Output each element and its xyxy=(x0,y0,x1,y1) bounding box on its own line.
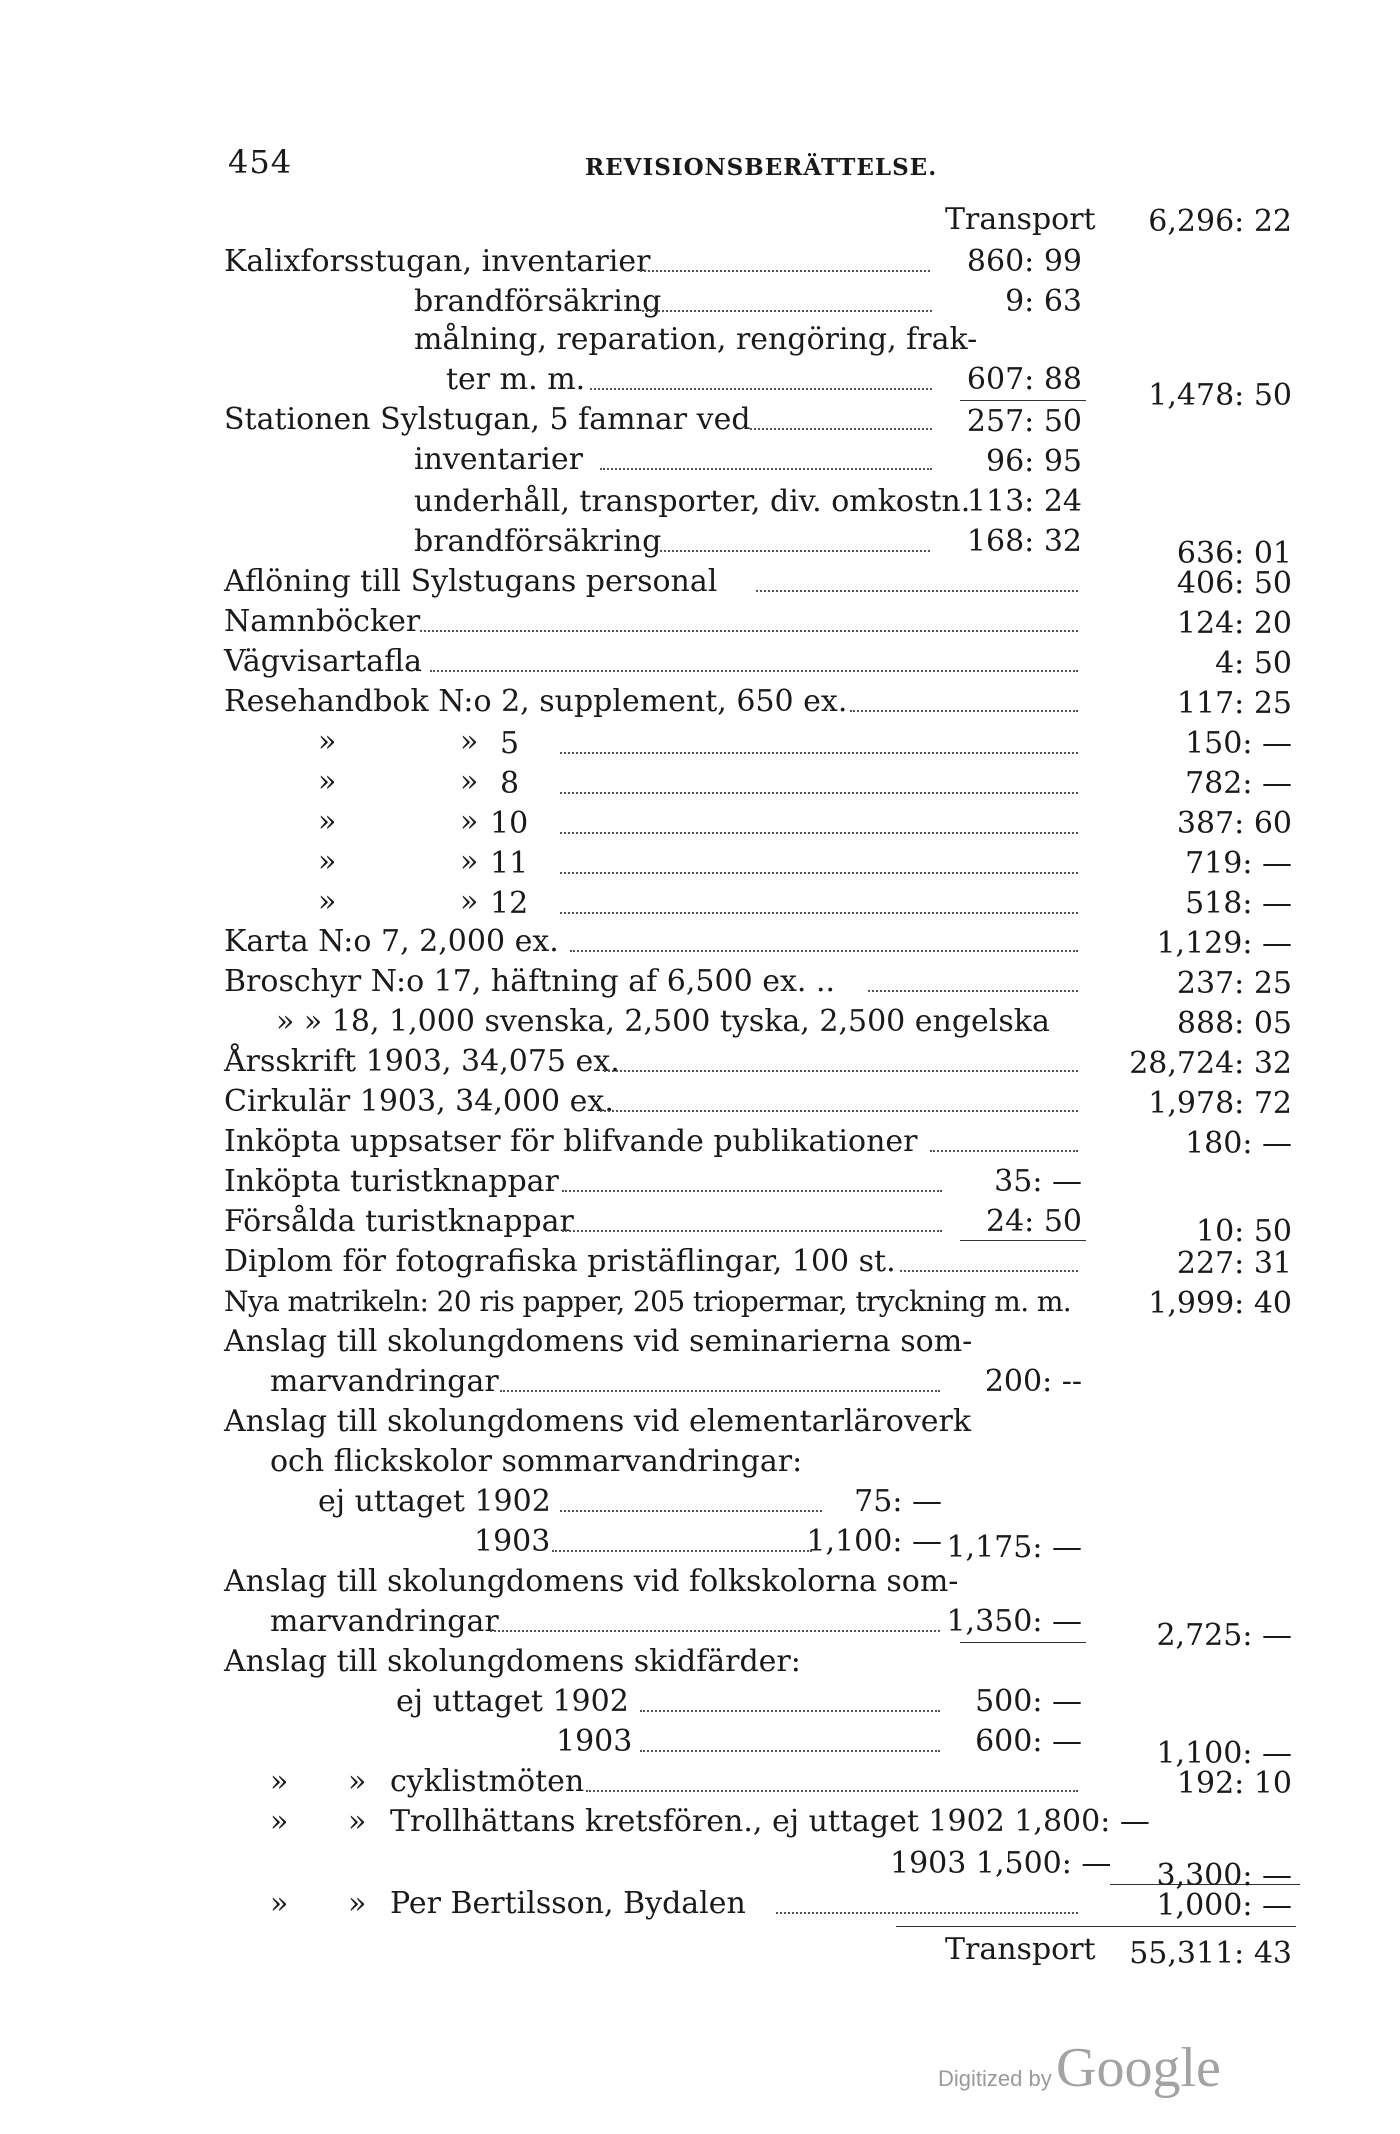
edition-number: 12 xyxy=(490,886,529,921)
entry-label: Broschyr N:o 17, häftning af 6,500 ex. .. xyxy=(224,964,836,999)
anslag-elementar-line2: och flickskolor sommarvandringar: xyxy=(270,1444,803,1479)
leader-dots xyxy=(776,1912,1078,1914)
leader-dots xyxy=(562,1230,942,1232)
trollhattan-sub-label: 1903 1,500: — xyxy=(890,1846,1112,1881)
leader-dots xyxy=(640,1710,940,1712)
entry-total: 387: 60 xyxy=(1176,806,1292,841)
entry-total: 124: 20 xyxy=(1176,606,1292,641)
bertilsson-total: 1,000: — xyxy=(1156,1888,1292,1923)
kalix-item-label-cont: ter m. m. xyxy=(446,362,586,397)
transport-label-top: Transport xyxy=(945,202,1096,237)
entry-total: 406: 50 xyxy=(1176,566,1292,601)
anslag-elementar-sub2-label: 1903 xyxy=(474,1524,551,1559)
anslag-skid-total: 1,100: — xyxy=(1156,1736,1292,1771)
google-logo: Google xyxy=(1056,2037,1221,2099)
entry-total: 150: — xyxy=(1185,726,1292,761)
leader-dots xyxy=(586,1790,1078,1792)
entry-label: Aflöning till Sylstugans personal xyxy=(224,564,718,599)
leader-dots xyxy=(560,792,1078,794)
leader-dots xyxy=(560,832,1078,834)
entry-label: Årsskrift 1903, 34,075 ex. xyxy=(224,1044,620,1079)
leader-dots xyxy=(600,468,932,470)
kalix-item-amount: 9: 63 xyxy=(1005,284,1082,319)
knappar-label: Inköpta turistknappar xyxy=(224,1164,559,1199)
sylstugan-item-label: inventarier xyxy=(414,442,583,477)
entry-total: 1,978: 72 xyxy=(1148,1086,1292,1121)
leader-dots xyxy=(600,1110,1078,1112)
knappar-total: 10: 50 xyxy=(1196,1214,1292,1249)
leader-dots xyxy=(490,1630,940,1632)
edition-number: 5 xyxy=(500,726,520,761)
anslag-folk-total: 2,725: — xyxy=(1156,1618,1292,1653)
leader-dots xyxy=(560,752,1078,754)
leader-dots xyxy=(500,1390,940,1392)
kalix-item-amount: 607: 88 xyxy=(966,362,1082,397)
anslag-seminarier-amount: 200: -- xyxy=(984,1364,1082,1399)
leader-dots xyxy=(552,1550,812,1552)
anslag-skid-sub1-label: ej uttaget 1902 xyxy=(396,1684,629,1719)
leader-dots xyxy=(756,590,1078,592)
ditto-mark: » xyxy=(348,1886,367,1921)
entry-total: 28,724: 32 xyxy=(1129,1046,1292,1081)
leader-dots xyxy=(750,428,932,430)
transport-total-bottom: 55,311: 43 xyxy=(1129,1936,1292,1971)
sylstugan-item-label: brandförsäkring xyxy=(414,524,662,559)
entry-label: Karta N:o 7, 2,000 ex. xyxy=(224,924,559,959)
entry-label: Resehandbok N:o 2, supplement, 650 ex. xyxy=(224,684,848,719)
trollhattan-label: Trollhättans kretsfören., ej uttaget 1902 1,800: — xyxy=(390,1804,1150,1839)
leader-dots xyxy=(604,1070,1078,1072)
entry-total: 719: — xyxy=(1185,846,1292,881)
entry-total: 227: 31 xyxy=(1176,1246,1292,1281)
leader-dots xyxy=(420,630,1078,632)
sylstugan-item-label: underhåll, transporter, div. omkostn. xyxy=(414,484,971,519)
ditto-mark: » xyxy=(318,764,337,799)
transport-label-bottom: Transport xyxy=(945,1932,1096,1967)
anslag-seminarier-line1: Anslag till skolungdomens vid seminarierna som- xyxy=(224,1324,973,1359)
entry-label: » » 18, 1,000 svenska, 2,500 tyska, 2,500 engelska xyxy=(276,1004,1050,1039)
leader-dots xyxy=(660,550,930,552)
ditto-mark: » xyxy=(460,724,479,759)
kalix-item-label: brandförsäkring xyxy=(414,284,662,319)
leader-dots xyxy=(640,1750,940,1752)
leader-dots xyxy=(868,990,1078,992)
leader-dots xyxy=(930,1150,1078,1152)
anslag-skid-sub2-label: 1903 xyxy=(556,1724,633,1759)
entry-total: 4: 50 xyxy=(1215,646,1292,681)
entry-label: Inköpta uppsatser för blifvande publikationer xyxy=(224,1124,918,1159)
ditto-mark: » xyxy=(318,844,337,879)
ditto-mark: » xyxy=(460,844,479,879)
edition-number: 10 xyxy=(490,806,529,841)
anslag-elementar-line1: Anslag till skolungdomens vid elementarläroverk xyxy=(224,1404,972,1439)
sylstugan-amount: 257: 50 xyxy=(966,404,1082,439)
running-title: REVISIONSBERÄTTELSE. xyxy=(585,154,938,181)
cyklist-label: cyklistmöten xyxy=(390,1764,585,1799)
leader-dots xyxy=(900,1270,1078,1272)
edition-number: 11 xyxy=(490,846,529,881)
entry-total: 782: — xyxy=(1185,766,1292,801)
knappar-label: Försålda turistknappar xyxy=(224,1204,574,1239)
anslag-skid-line1: Anslag till skolungdomens skidfärder: xyxy=(224,1644,801,1679)
entry-total: 180: — xyxy=(1185,1126,1292,1161)
anslag-elementar-amount: 1,175: — xyxy=(946,1530,1082,1565)
anslag-folk-line2: marvandringar xyxy=(270,1604,499,1639)
anslag-seminarier-line2: marvandringar xyxy=(270,1364,499,1399)
ditto-mark: » xyxy=(460,764,479,799)
ditto-mark: » xyxy=(348,1764,367,1799)
ditto-mark: » xyxy=(318,724,337,759)
sylstugan-total: 636: 01 xyxy=(1176,536,1292,571)
kalix-total: 1,478: 50 xyxy=(1148,378,1292,413)
leader-dots xyxy=(570,950,1078,952)
ditto-mark: » xyxy=(318,804,337,839)
ditto-mark: » xyxy=(460,884,479,919)
knappar-amount: 24: 50 xyxy=(986,1204,1082,1239)
subtotal-rule xyxy=(960,1240,1086,1241)
leader-dots xyxy=(590,388,932,390)
kalix-amount: 860: 99 xyxy=(966,244,1082,279)
bertilsson-label: Per Bertilsson, Bydalen xyxy=(390,1886,746,1921)
sylstugan-item-amount: 168: 32 xyxy=(966,524,1082,559)
sylstugan-item-amount: 113: 24 xyxy=(966,484,1082,519)
leader-dots xyxy=(850,710,1078,712)
subtotal-rule xyxy=(960,400,1086,401)
entry-total: 888: 05 xyxy=(1176,1006,1292,1041)
anslag-elementar-sub1-amount: 75: — xyxy=(854,1484,942,1519)
transport-total-top: 6,296: 22 xyxy=(1148,204,1292,239)
page-number: 454 xyxy=(228,143,293,181)
entry-total: 237: 25 xyxy=(1176,966,1292,1001)
ditto-mark: » xyxy=(270,1764,289,1799)
watermark-prefix: Digitized by xyxy=(938,2066,1052,2091)
leader-dots xyxy=(560,1510,822,1512)
knappar-amount: 35: — xyxy=(994,1164,1082,1199)
leader-dots xyxy=(642,310,932,312)
ditto-mark: » xyxy=(460,804,479,839)
anslag-folk-line1: Anslag till skolungdomens vid folkskolorna som- xyxy=(224,1564,959,1599)
leader-dots xyxy=(560,912,1078,914)
ditto-mark: » xyxy=(318,884,337,919)
leader-dots xyxy=(560,872,1078,874)
entry-label: Diplom för fotografiska pristäflingar, 100 st. xyxy=(224,1244,896,1279)
entry-label: Vägvisartafla xyxy=(224,644,423,679)
anslag-skid-sub2-amount: 600: — xyxy=(975,1724,1082,1759)
ditto-mark: » xyxy=(270,1804,289,1839)
subtotal-rule xyxy=(960,1642,1086,1643)
total-rule xyxy=(896,1926,1296,1927)
leader-dots xyxy=(640,270,930,272)
ditto-mark: » xyxy=(270,1886,289,1921)
entry-total: 117: 25 xyxy=(1176,686,1292,721)
leader-dots xyxy=(562,1190,942,1192)
anslag-skid-sub1-amount: 500: — xyxy=(975,1684,1082,1719)
edition-number: 8 xyxy=(500,766,520,801)
entry-total: 518: — xyxy=(1185,886,1292,921)
ditto-mark: » xyxy=(348,1804,367,1839)
anslag-elementar-sub2-amount: 1,100: — xyxy=(806,1524,942,1559)
kalix-item-label: målning, reparation, rengöring, frak- xyxy=(414,322,978,357)
sylstugan-label: Stationen Sylstugan, 5 famnar ved xyxy=(224,402,751,437)
entry-label: Nya matrikeln: 20 ris papper, 205 triopermar, tryckning m. m. xyxy=(224,1285,1072,1318)
entry-label: Cirkulär 1903, 34,000 ex. xyxy=(224,1084,614,1119)
trollhattan-total: 3,300: — xyxy=(1156,1858,1292,1893)
entry-label: Namnböcker xyxy=(224,604,421,639)
entry-total: 1,129: — xyxy=(1156,926,1292,961)
cyklist-total: 192: 10 xyxy=(1176,1766,1292,1801)
anslag-folk-amount: 1,350: — xyxy=(946,1604,1082,1639)
sylstugan-item-amount: 96: 95 xyxy=(986,444,1082,479)
anslag-elementar-sub1-label: ej uttaget 1902 xyxy=(318,1484,551,1519)
leader-dots xyxy=(430,670,1078,672)
kalix-label: Kalixforsstugan, inventarier xyxy=(224,244,651,279)
entry-total: 1,999: 40 xyxy=(1148,1286,1292,1321)
